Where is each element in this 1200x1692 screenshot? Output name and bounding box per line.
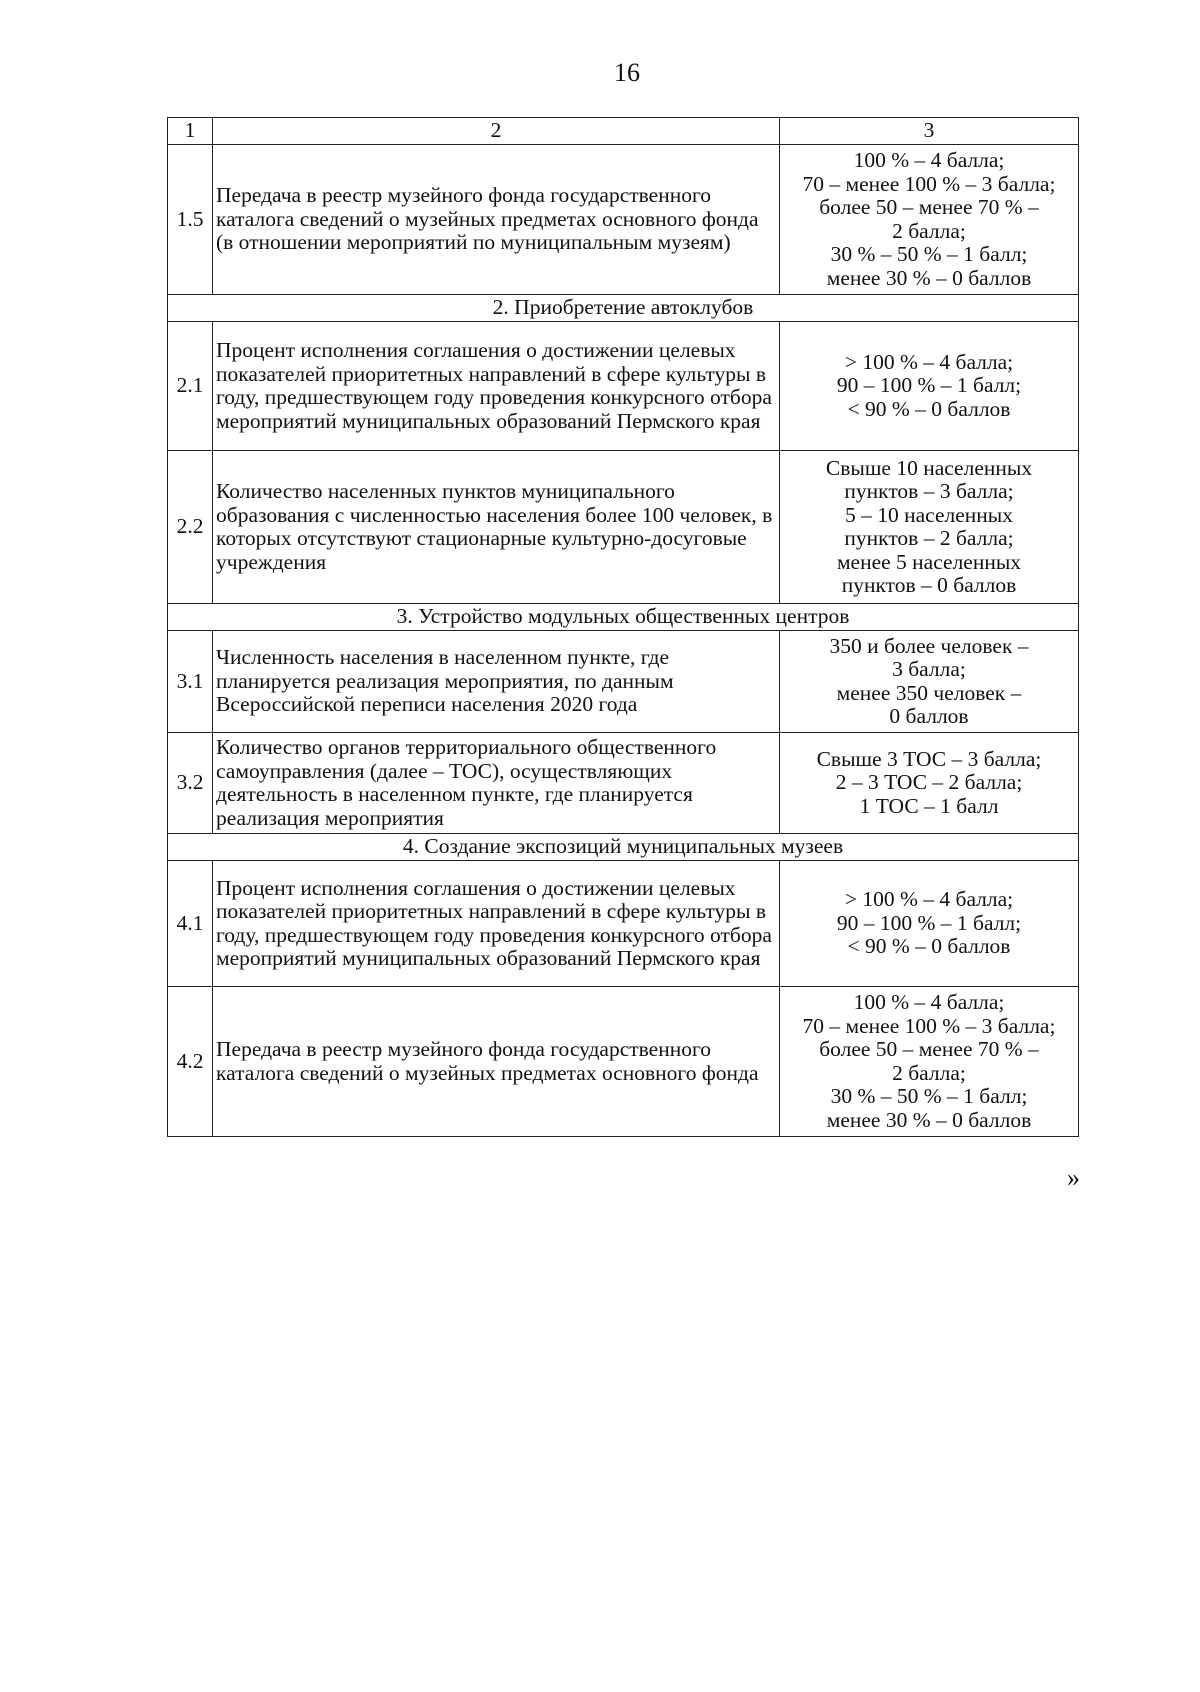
section-row [168,604,1079,631]
header-cell-score: 3 [780,118,1079,145]
criterion-text: Передача в реестр музейного фонда государственного каталога сведений о музейных предметах основного фонда [213,987,780,1137]
score-text: > 100 % – 4 балла; 90 – 100 % – 1 балл; < 90 % – 0 баллов [780,322,1079,451]
row-number: 1.5 [168,145,213,295]
header-cell-criterion: 2 [213,118,780,145]
table-row [168,322,1079,451]
score-text: Свыше 3 ТОС – 3 балла; 2 – 3 ТОС – 2 балла; 1 ТОС – 1 балл [780,733,1079,834]
page-number: 16 [614,58,640,87]
table-row [168,451,1079,604]
section-title: 2. Приобретение автоклубов [168,295,1079,322]
table-row [168,631,1079,733]
table-row [168,861,1079,987]
criterion-text: Количество населенных пунктов муниципального образования с численностью населения более 100 человек, в которых отсутствуют стационарные культурно-досуговые учреждения [213,451,780,604]
criterion-text: Количество органов территориального общественного самоуправления (далее – ТОС), осуществляющих деятельность в населенном пункте, где планируется реализация мероприятия [213,733,780,834]
row-number: 3.2 [168,733,213,834]
table-row [168,733,1079,834]
row-number: 4.1 [168,861,213,987]
criterion-text: Передача в реестр музейного фонда государственного каталога сведений о музейных предметах основного фонда (в отношении мероприятий по муниципальным музеям) [213,145,780,295]
score-text: 350 и более человек – 3 балла; менее 350 человек – 0 баллов [780,631,1079,733]
score-text: 100 % – 4 балла; 70 – менее 100 % – 3 балла; более 50 – менее 70 % – 2 балла; 30 % – 50 % – 1 балл; менее 30 % – 0 баллов [780,145,1079,295]
section-title: 4. Создание экспозиций муниципальных музеев [168,834,1079,861]
table-row [168,145,1079,295]
table-header-row [168,118,1079,145]
criterion-text: Численность населения в населенном пункте, где планируется реализация мероприятия, по данным Всероссийской переписи населения 2020 года [213,631,780,733]
row-number: 4.2 [168,987,213,1137]
row-number: 3.1 [168,631,213,733]
row-number: 2.2 [168,451,213,604]
section-title: 3. Устройство модульных общественных центров [168,604,1079,631]
criterion-text: Процент исполнения соглашения о достижении целевых показателей приоритетных направлений в сфере культуры в году, предшествующем году проведения конкурсного отбора мероприятий муниципальных образований Пермского края [213,861,780,987]
score-text: 100 % – 4 балла; 70 – менее 100 % – 3 балла; более 50 – менее 70 % – 2 балла; 30 % – 50 % – 1 балл; менее 30 % – 0 баллов [780,987,1079,1137]
section-row [168,295,1079,322]
closing-quote-mark: » [1067,1163,1080,1192]
criterion-text: Процент исполнения соглашения о достижении целевых показателей приоритетных направлений в сфере культуры в году, предшествующем году проведения конкурсного отбора мероприятий муниципальных образований Пермского края [213,322,780,451]
score-text: Свыше 10 населенных пунктов – 3 балла; 5 – 10 населенных пунктов – 2 балла; менее 5 населенных пунктов – 0 баллов [780,451,1079,604]
criteria-table [167,117,1079,1137]
table-row [168,987,1079,1137]
row-number: 2.1 [168,322,213,451]
header-cell-number: 1 [168,118,213,145]
section-row [168,834,1079,861]
score-text: > 100 % – 4 балла; 90 – 100 % – 1 балл; < 90 % – 0 баллов [780,861,1079,987]
